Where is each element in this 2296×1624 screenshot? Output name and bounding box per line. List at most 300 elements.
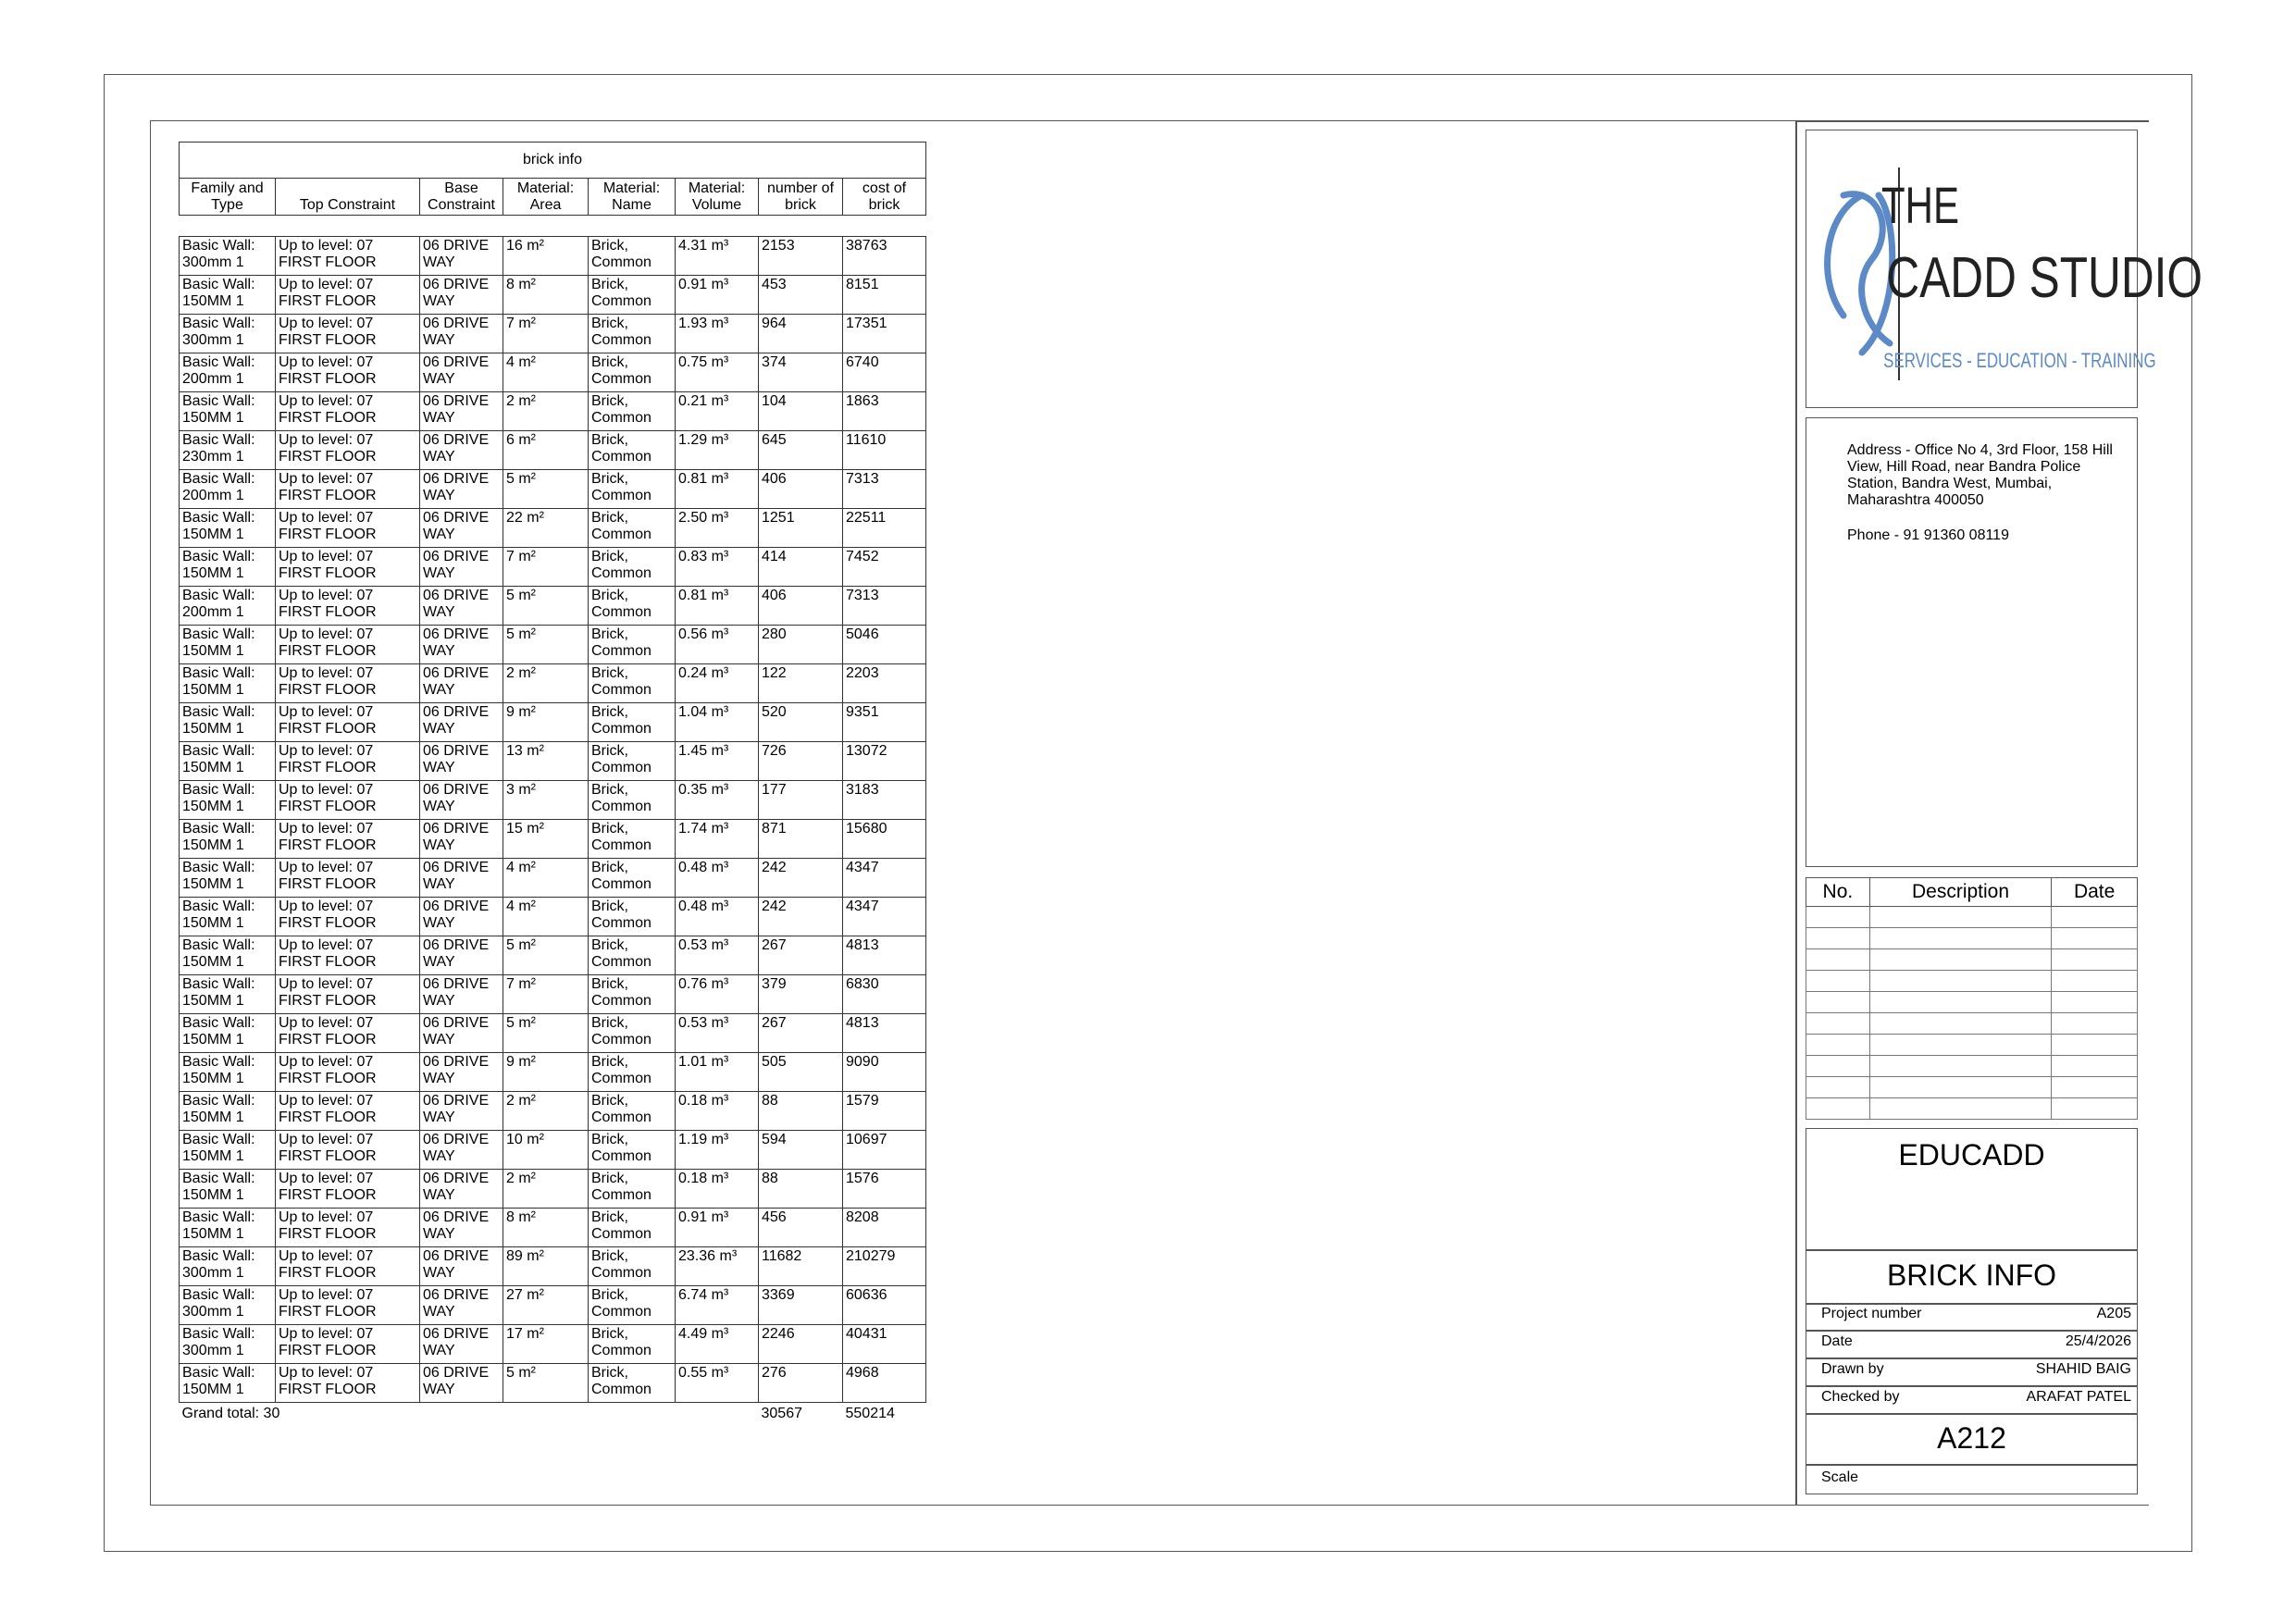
table-cell: Basic Wall: 150MM 1	[180, 742, 276, 781]
table-cell: 89 m²	[503, 1247, 589, 1286]
revision-cell	[2052, 928, 2138, 949]
divider	[1806, 1357, 2137, 1359]
table-cell: 3183	[843, 781, 926, 820]
table-cell: 8 m²	[503, 1209, 589, 1247]
drawn-by-label: Drawn by	[1821, 1361, 1884, 1377]
table-cell: 5 m²	[503, 1364, 589, 1403]
table-cell: 88	[759, 1092, 843, 1131]
table-cell: Up to level: 07 FIRST FLOOR	[276, 1325, 420, 1364]
table-cell: 06 DRIVE WAY	[420, 1053, 503, 1092]
table-cell: 06 DRIVE WAY	[420, 1014, 503, 1053]
table-row	[180, 548, 926, 587]
title-block-info	[1806, 1128, 2138, 1494]
total-cost: 550214	[845, 1406, 895, 1421]
table-cell: 06 DRIVE WAY	[420, 1364, 503, 1403]
table-cell: 7 m²	[503, 975, 589, 1014]
revision-cell	[2052, 992, 2138, 1013]
table-cell: 276	[759, 1364, 843, 1403]
table-cell: 23.36 m³	[676, 1247, 759, 1286]
revision-cell	[1869, 992, 2051, 1013]
table-cell: Brick, Common	[589, 276, 676, 315]
table-cell: Brick, Common	[589, 1247, 676, 1286]
revision-row	[1806, 1013, 2138, 1035]
table-cell: Basic Wall: 150MM 1	[180, 626, 276, 664]
table-cell: 06 DRIVE WAY	[420, 587, 503, 626]
table-cell: 177	[759, 781, 843, 820]
table-cell: 9351	[843, 703, 926, 742]
table-row	[180, 1209, 926, 1247]
revision-row	[1806, 992, 2138, 1013]
table-cell: 2203	[843, 664, 926, 703]
table-cell: Basic Wall: 300mm 1	[180, 315, 276, 353]
table-cell: 7452	[843, 548, 926, 587]
table-cell: 4968	[843, 1364, 926, 1403]
table-row	[180, 936, 926, 975]
table-cell: 06 DRIVE WAY	[420, 1131, 503, 1170]
table-cell: 1.19 m³	[676, 1131, 759, 1170]
table-row	[180, 1170, 926, 1209]
table-cell: Basic Wall: 150MM 1	[180, 1131, 276, 1170]
table-cell: 17351	[843, 315, 926, 353]
revision-header-description: Description	[1869, 878, 2051, 907]
table-cell: 06 DRIVE WAY	[420, 742, 503, 781]
table-cell: Brick, Common	[589, 1325, 676, 1364]
table-cell: Brick, Common	[589, 626, 676, 664]
table-cell: Basic Wall: 150MM 1	[180, 664, 276, 703]
table-cell: Brick, Common	[589, 664, 676, 703]
table-cell: Brick, Common	[589, 353, 676, 392]
table-cell: 9 m²	[503, 703, 589, 742]
table-cell: Up to level: 07 FIRST FLOOR	[276, 703, 420, 742]
divider	[1806, 1249, 2137, 1251]
table-cell: 1251	[759, 509, 843, 548]
date-row	[1821, 1333, 2131, 1350]
table-cell: Basic Wall: 150MM 1	[180, 975, 276, 1014]
table-cell: 1.45 m³	[676, 742, 759, 781]
table-cell: 0.35 m³	[676, 781, 759, 820]
table-cell: Up to level: 07 FIRST FLOOR	[276, 936, 420, 975]
table-cell: 06 DRIVE WAY	[420, 315, 503, 353]
grand-total-row	[180, 1403, 926, 1429]
table-cell: Up to level: 07 FIRST FLOOR	[276, 898, 420, 936]
table-cell: 0.75 m³	[676, 353, 759, 392]
table-cell: 1.01 m³	[676, 1053, 759, 1092]
table-row	[180, 742, 926, 781]
logo-line2: CADD STUDIO	[1886, 244, 2203, 310]
revision-cell	[1869, 1035, 2051, 1056]
drawn-by-value: SHAHID BAIG	[2035, 1361, 2131, 1377]
table-cell: 6.74 m³	[676, 1286, 759, 1325]
table-cell: Basic Wall: 150MM 1	[180, 898, 276, 936]
table-cell: Brick, Common	[589, 1286, 676, 1325]
table-cell: Brick, Common	[589, 1014, 676, 1053]
table-cell: Brick, Common	[589, 975, 676, 1014]
table-cell: 4813	[843, 1014, 926, 1053]
logo-panel	[1806, 130, 2203, 408]
divider	[1806, 1303, 2137, 1305]
table-cell: 267	[759, 936, 843, 975]
schedule-title: brick info	[180, 143, 926, 179]
table-cell: 414	[759, 548, 843, 587]
column-header: number of brick	[759, 179, 843, 216]
table-cell: Up to level: 07 FIRST FLOOR	[276, 859, 420, 898]
total-bricks: 30567	[761, 1406, 802, 1421]
table-cell: Basic Wall: 200mm 1	[180, 353, 276, 392]
table-row	[180, 1364, 926, 1403]
column-header: cost of brick	[843, 179, 926, 216]
address-panel	[1806, 417, 2138, 867]
table-cell: 0.21 m³	[676, 392, 759, 431]
table-cell: Brick, Common	[589, 1209, 676, 1247]
table-cell: 4.49 m³	[676, 1325, 759, 1364]
table-cell: 06 DRIVE WAY	[420, 859, 503, 898]
table-cell: Basic Wall: 150MM 1	[180, 392, 276, 431]
sheet-number: A212	[1937, 1421, 2006, 1455]
revision-cell	[1806, 1035, 1870, 1056]
table-cell: 2 m²	[503, 1092, 589, 1131]
table-cell: 5 m²	[503, 470, 589, 509]
table-cell: 06 DRIVE WAY	[420, 1247, 503, 1286]
table-cell: 0.18 m³	[676, 1170, 759, 1209]
table-cell: 2.50 m³	[676, 509, 759, 548]
revision-cell	[1869, 971, 2051, 992]
table-row	[180, 237, 926, 276]
table-cell: 456	[759, 1209, 843, 1247]
table-cell: 406	[759, 587, 843, 626]
table-cell: 645	[759, 431, 843, 470]
revision-row	[1806, 1077, 2138, 1098]
table-cell: Brick, Common	[589, 315, 676, 353]
table-cell: 10 m²	[503, 1131, 589, 1170]
table-cell: Brick, Common	[589, 703, 676, 742]
revision-cell	[1869, 1077, 2051, 1098]
table-cell: 06 DRIVE WAY	[420, 509, 503, 548]
table-cell: 0.24 m³	[676, 664, 759, 703]
table-cell: 594	[759, 1131, 843, 1170]
table-cell: 40431	[843, 1325, 926, 1364]
table-cell: 06 DRIVE WAY	[420, 470, 503, 509]
table-cell: 8151	[843, 276, 926, 315]
table-cell: 16 m²	[503, 237, 589, 276]
table-cell: Basic Wall: 150MM 1	[180, 1053, 276, 1092]
table-cell: Brick, Common	[589, 1092, 676, 1131]
table-cell: Up to level: 07 FIRST FLOOR	[276, 1247, 420, 1286]
divider	[1806, 1330, 2137, 1332]
revision-cell	[2052, 1056, 2138, 1077]
table-row	[180, 1053, 926, 1092]
table-cell: Up to level: 07 FIRST FLOOR	[276, 664, 420, 703]
column-header: Top Constraint	[276, 179, 420, 216]
table-cell: Up to level: 07 FIRST FLOOR	[276, 1170, 420, 1209]
table-cell: 4813	[843, 936, 926, 975]
table-cell: 379	[759, 975, 843, 1014]
table-cell: 0.53 m³	[676, 1014, 759, 1053]
table-cell: Up to level: 07 FIRST FLOOR	[276, 315, 420, 353]
table-cell: Brick, Common	[589, 470, 676, 509]
revision-cell	[2052, 1035, 2138, 1056]
table-cell: 9090	[843, 1053, 926, 1092]
revision-row	[1806, 949, 2138, 971]
table-cell: Brick, Common	[589, 898, 676, 936]
table-row	[180, 431, 926, 470]
table-cell: 06 DRIVE WAY	[420, 353, 503, 392]
table-row	[180, 353, 926, 392]
table-row	[180, 975, 926, 1014]
table-cell: Basic Wall: 150MM 1	[180, 820, 276, 859]
table-cell: Basic Wall: 300mm 1	[180, 1325, 276, 1364]
table-cell: Basic Wall: 200mm 1	[180, 470, 276, 509]
revision-cell	[1869, 907, 2051, 928]
revision-row	[1806, 1035, 2138, 1056]
checked-by-value: ARAFAT PATEL	[2026, 1389, 2131, 1405]
table-cell: Up to level: 07 FIRST FLOOR	[276, 587, 420, 626]
table-cell: 06 DRIVE WAY	[420, 1209, 503, 1247]
revision-cell	[1869, 928, 2051, 949]
table-row	[180, 1014, 926, 1053]
table-cell: 38763	[843, 237, 926, 276]
table-cell: Up to level: 07 FIRST FLOOR	[276, 1014, 420, 1053]
table-cell: Up to level: 07 FIRST FLOOR	[276, 431, 420, 470]
table-cell: Basic Wall: 300mm 1	[180, 1286, 276, 1325]
table-cell: 122	[759, 664, 843, 703]
table-cell: Basic Wall: 200mm 1	[180, 587, 276, 626]
revision-cell	[2052, 1013, 2138, 1035]
table-cell: Basic Wall: 230mm 1	[180, 431, 276, 470]
table-cell: Basic Wall: 150MM 1	[180, 1170, 276, 1209]
table-cell: Brick, Common	[589, 742, 676, 781]
table-cell: Up to level: 07 FIRST FLOOR	[276, 276, 420, 315]
divider	[1806, 1413, 2137, 1415]
table-cell: Up to level: 07 FIRST FLOOR	[276, 1053, 420, 1092]
table-row	[180, 664, 926, 703]
table-cell: 2153	[759, 237, 843, 276]
table-cell: 06 DRIVE WAY	[420, 1092, 503, 1131]
sheet-name: BRICK INFO	[1886, 1258, 2057, 1292]
table-row	[180, 626, 926, 664]
table-cell: 9 m²	[503, 1053, 589, 1092]
address-text: Address - Office No 4, 3rd Floor, 158 Hill View, Hill Road, near Bandra Police Station, Bandra West, Mumbai, Maharashtra 400050	[1847, 442, 2113, 508]
table-cell: 06 DRIVE WAY	[420, 392, 503, 431]
table-cell: 280	[759, 626, 843, 664]
table-row	[180, 392, 926, 431]
table-cell: Brick, Common	[589, 587, 676, 626]
table-row	[180, 703, 926, 742]
table-cell: 7313	[843, 587, 926, 626]
table-cell: 5 m²	[503, 1014, 589, 1053]
table-cell: Basic Wall: 300mm 1	[180, 1247, 276, 1286]
table-cell: 60636	[843, 1286, 926, 1325]
revision-row	[1806, 907, 2138, 928]
table-cell: Up to level: 07 FIRST FLOOR	[276, 781, 420, 820]
column-header: Base Constraint	[420, 179, 503, 216]
table-cell: Basic Wall: 150MM 1	[180, 1092, 276, 1131]
logo-tagline: SERVICES - EDUCATION - TRAINING	[1883, 349, 2156, 373]
table-cell: 06 DRIVE WAY	[420, 431, 503, 470]
table-cell: 242	[759, 898, 843, 936]
revision-cell	[1806, 992, 1870, 1013]
table-cell: Basic Wall: 150MM 1	[180, 859, 276, 898]
revision-cell	[1869, 1056, 2051, 1077]
table-cell: 15 m²	[503, 820, 589, 859]
table-cell: 0.91 m³	[676, 276, 759, 315]
table-cell: 4 m²	[503, 353, 589, 392]
table-cell: 13 m²	[503, 742, 589, 781]
table-row	[180, 859, 926, 898]
table-cell: 06 DRIVE WAY	[420, 781, 503, 820]
table-row	[180, 1325, 926, 1364]
table-cell: Brick, Common	[589, 820, 676, 859]
table-cell: 13072	[843, 742, 926, 781]
table-cell: Brick, Common	[589, 1131, 676, 1170]
table-cell: 0.48 m³	[676, 859, 759, 898]
table-cell: 06 DRIVE WAY	[420, 276, 503, 315]
table-row	[180, 1131, 926, 1170]
table-cell: 0.56 m³	[676, 626, 759, 664]
table-cell: 88	[759, 1170, 843, 1209]
table-cell: Up to level: 07 FIRST FLOOR	[276, 353, 420, 392]
table-cell: 4.31 m³	[676, 237, 759, 276]
table-cell: Brick, Common	[589, 936, 676, 975]
table-cell: 3369	[759, 1286, 843, 1325]
revision-header-date: Date	[2052, 878, 2138, 907]
revision-cell	[2052, 1098, 2138, 1120]
table-cell: 2 m²	[503, 392, 589, 431]
table-cell: 06 DRIVE WAY	[420, 703, 503, 742]
table-cell: 374	[759, 353, 843, 392]
table-cell: 0.91 m³	[676, 1209, 759, 1247]
revision-cell	[2052, 971, 2138, 992]
table-cell: 22 m²	[503, 509, 589, 548]
client-name: EDUCADD	[1898, 1138, 2045, 1172]
table-cell: Up to level: 07 FIRST FLOOR	[276, 626, 420, 664]
column-header: Family and Type	[180, 179, 276, 216]
table-cell: 6 m²	[503, 431, 589, 470]
table-cell: 11682	[759, 1247, 843, 1286]
divider	[1806, 1464, 2137, 1466]
table-cell: 242	[759, 859, 843, 898]
table-cell: Brick, Common	[589, 509, 676, 548]
date-value: 25/4/2026	[2065, 1333, 2131, 1349]
table-cell: Basic Wall: 150MM 1	[180, 781, 276, 820]
drawn-by-row	[1821, 1361, 2131, 1378]
revision-row	[1806, 1056, 2138, 1077]
table-cell: 726	[759, 742, 843, 781]
revision-cell	[2052, 949, 2138, 971]
brick-info-schedule	[179, 142, 926, 1428]
table-cell: 7 m²	[503, 548, 589, 587]
table-cell: 06 DRIVE WAY	[420, 898, 503, 936]
table-cell: 17 m²	[503, 1325, 589, 1364]
project-number-row	[1821, 1306, 2131, 1322]
table-cell: 5 m²	[503, 936, 589, 975]
schedule-header-row	[180, 179, 926, 216]
table-cell: 22511	[843, 509, 926, 548]
table-cell: Up to level: 07 FIRST FLOOR	[276, 820, 420, 859]
table-cell: 11610	[843, 431, 926, 470]
table-row	[180, 1092, 926, 1131]
table-cell: 15680	[843, 820, 926, 859]
divider	[1806, 1385, 2137, 1387]
table-cell: 1.74 m³	[676, 820, 759, 859]
cadd-studio-logo	[1806, 130, 2203, 409]
checked-by-label: Checked by	[1821, 1389, 1900, 1405]
table-cell: 4 m²	[503, 859, 589, 898]
table-cell: 27 m²	[503, 1286, 589, 1325]
table-cell: 104	[759, 392, 843, 431]
table-cell: 6740	[843, 353, 926, 392]
table-cell: Basic Wall: 150MM 1	[180, 548, 276, 587]
table-cell: Brick, Common	[589, 781, 676, 820]
table-cell: Up to level: 07 FIRST FLOOR	[276, 1131, 420, 1170]
table-cell: Up to level: 07 FIRST FLOOR	[276, 1286, 420, 1325]
table-cell: Basic Wall: 150MM 1	[180, 1014, 276, 1053]
revision-header-no: No.	[1806, 878, 1870, 907]
table-cell: Brick, Common	[589, 431, 676, 470]
table-cell: 1579	[843, 1092, 926, 1131]
table-cell: 06 DRIVE WAY	[420, 936, 503, 975]
revision-cell	[1806, 949, 1870, 971]
project-number-value: A205	[2096, 1306, 2131, 1321]
table-cell: 8208	[843, 1209, 926, 1247]
table-row	[180, 315, 926, 353]
table-cell: 7313	[843, 470, 926, 509]
table-cell: 2246	[759, 1325, 843, 1364]
table-cell: 06 DRIVE WAY	[420, 548, 503, 587]
column-header: Material: Area	[503, 179, 589, 216]
table-cell: Up to level: 07 FIRST FLOOR	[276, 237, 420, 276]
table-cell: 06 DRIVE WAY	[420, 664, 503, 703]
table-cell: Up to level: 07 FIRST FLOOR	[276, 1364, 420, 1403]
table-cell: Basic Wall: 150MM 1	[180, 703, 276, 742]
revision-cell	[1806, 971, 1870, 992]
table-cell: Up to level: 07 FIRST FLOOR	[276, 975, 420, 1014]
table-cell: 06 DRIVE WAY	[420, 626, 503, 664]
table-cell: 406	[759, 470, 843, 509]
table-cell: 505	[759, 1053, 843, 1092]
table-cell: 0.53 m³	[676, 936, 759, 975]
table-cell: 1.04 m³	[676, 703, 759, 742]
table-row	[180, 820, 926, 859]
table-cell: Up to level: 07 FIRST FLOOR	[276, 548, 420, 587]
table-cell: 4347	[843, 859, 926, 898]
table-cell: 06 DRIVE WAY	[420, 820, 503, 859]
checked-by-row	[1821, 1389, 2131, 1406]
header-spacer	[180, 216, 926, 237]
table-cell: Up to level: 07 FIRST FLOOR	[276, 1209, 420, 1247]
table-cell: 06 DRIVE WAY	[420, 1170, 503, 1209]
table-cell: Up to level: 07 FIRST FLOOR	[276, 742, 420, 781]
table-cell: 10697	[843, 1131, 926, 1170]
table-row	[180, 509, 926, 548]
table-cell: 871	[759, 820, 843, 859]
table-cell: Basic Wall: 150MM 1	[180, 1364, 276, 1403]
revision-cell	[1806, 907, 1870, 928]
table-cell: 0.83 m³	[676, 548, 759, 587]
table-cell: 06 DRIVE WAY	[420, 1325, 503, 1364]
title-block-divider	[1795, 120, 1797, 1506]
table-row	[180, 1286, 926, 1325]
grand-total-label: Grand total: 30	[181, 1406, 280, 1421]
table-cell: 06 DRIVE WAY	[420, 975, 503, 1014]
table-cell: Brick, Common	[589, 1364, 676, 1403]
table-cell: 210279	[843, 1247, 926, 1286]
table-cell: 0.81 m³	[676, 470, 759, 509]
table-cell: 267	[759, 1014, 843, 1053]
table-cell: 06 DRIVE WAY	[420, 1286, 503, 1325]
table-cell: 7 m²	[503, 315, 589, 353]
revision-cell	[1869, 949, 2051, 971]
date-label: Date	[1821, 1333, 1853, 1349]
